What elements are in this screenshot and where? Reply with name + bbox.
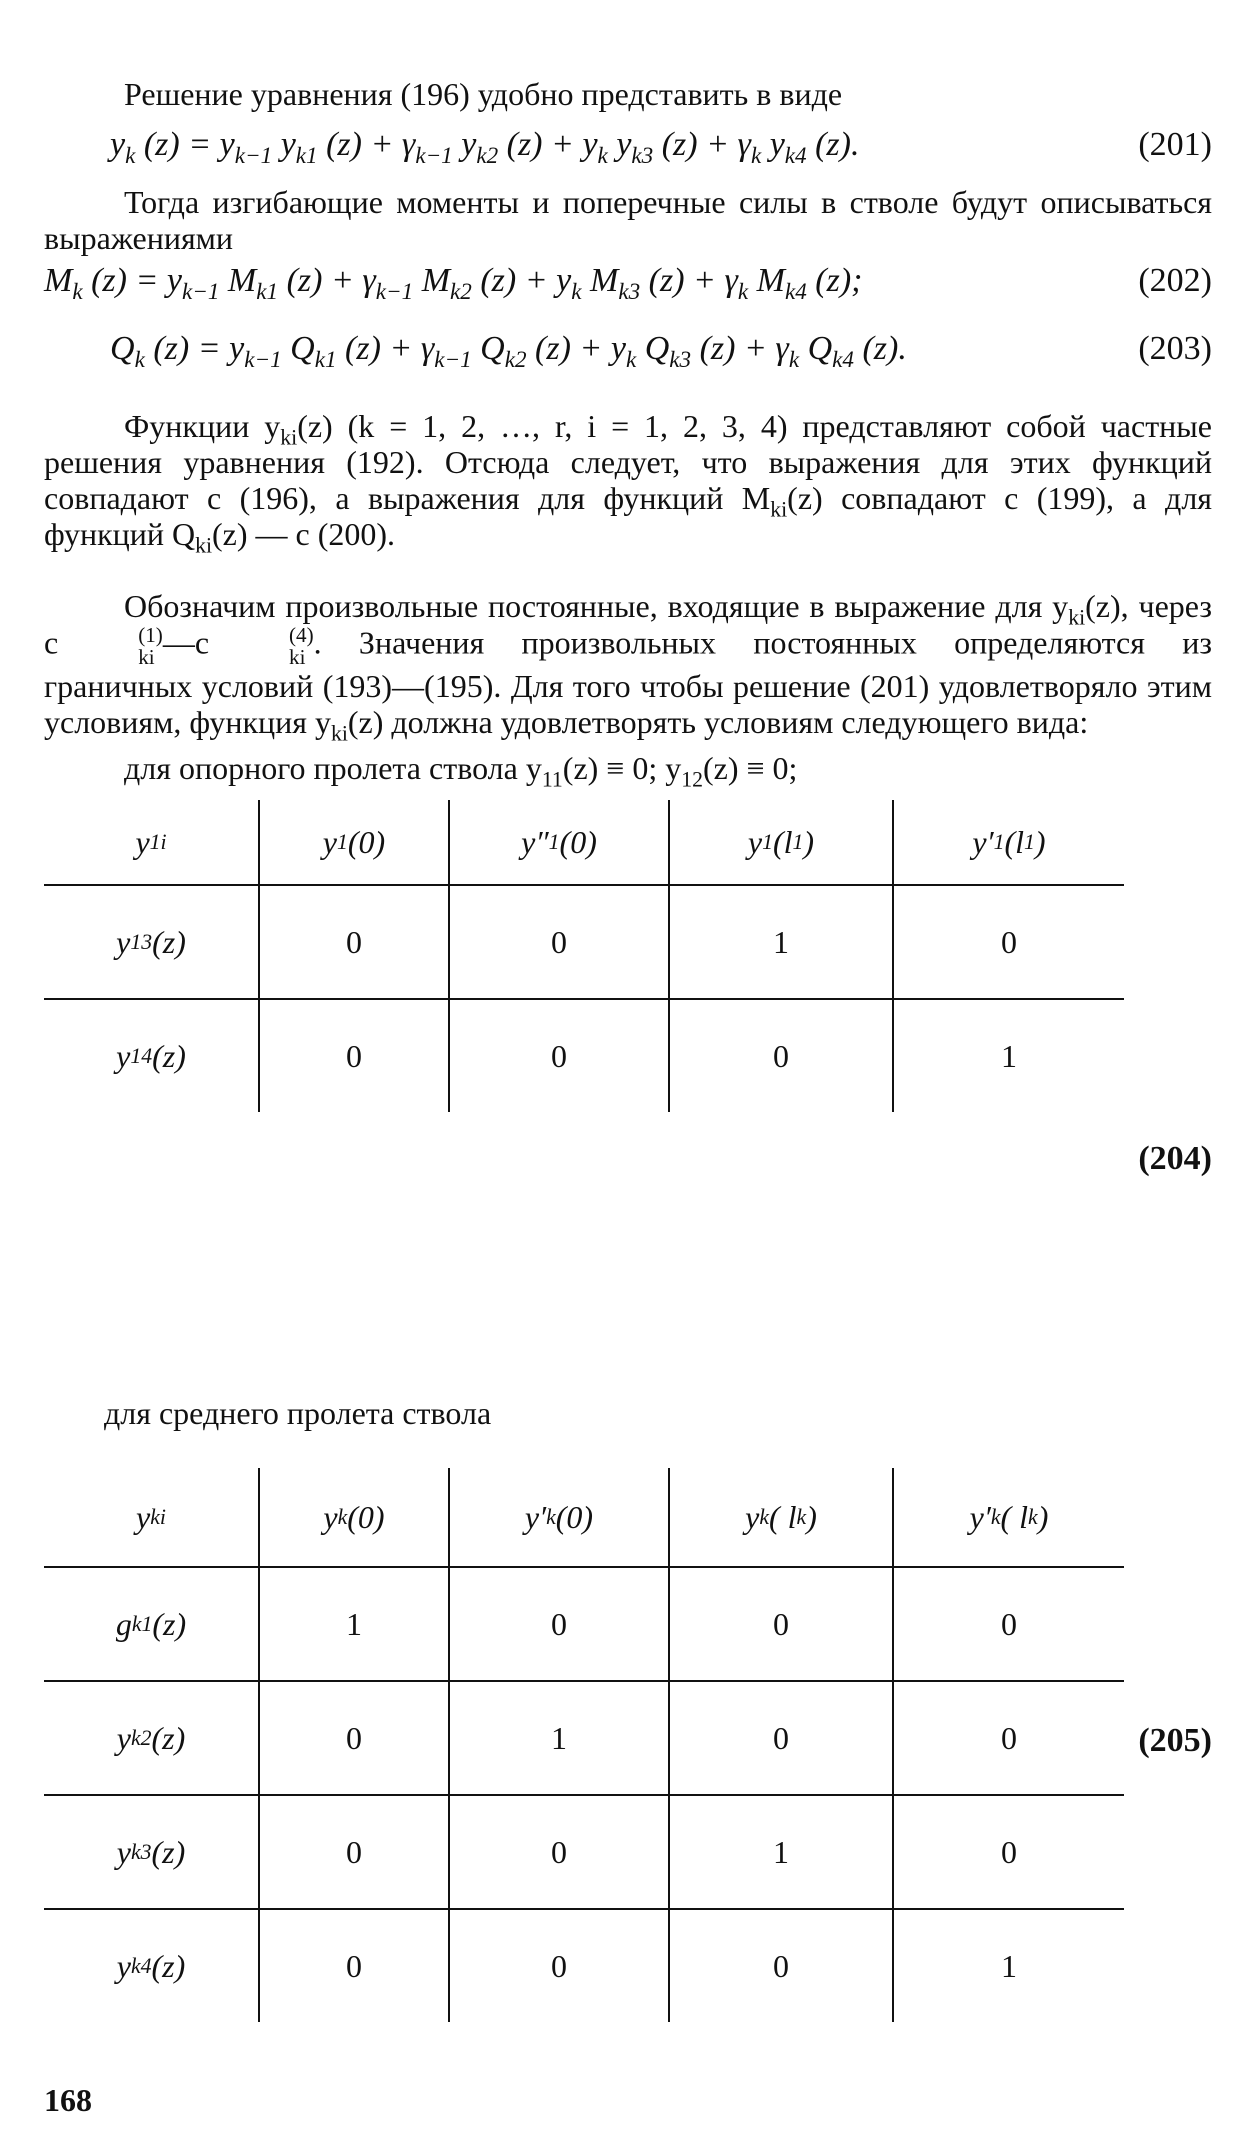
table-205-header-cell: y′ k ( l k ) xyxy=(892,1468,1124,1566)
table-204-cell: 0 xyxy=(448,886,668,998)
table-205-row-label: y k2 (z) xyxy=(116,1719,186,1756)
table-205-row-label: g k1 (z) xyxy=(115,1605,187,1642)
table-204-number: (204) xyxy=(1138,1140,1212,1177)
table-204-row-label: y 14 (z) xyxy=(116,1037,186,1074)
table-204-cell: 0 xyxy=(668,1000,892,1112)
table-204-cell: 1 xyxy=(668,886,892,998)
table-204-header-cell: y 1i xyxy=(135,823,167,860)
table-205-cell: 0 xyxy=(668,1682,892,1794)
table-204-cell: 0 xyxy=(892,886,1124,998)
table-205-cell: 0 xyxy=(668,1910,892,2022)
middle-span-line: для среднего пролета ствола xyxy=(104,1395,492,1431)
table-205-header-cell: y ki xyxy=(136,1498,166,1535)
table-205-row-label: y k3 (z) xyxy=(116,1833,186,1870)
page-number: 168 xyxy=(44,2082,92,2118)
table-205-cell: 0 xyxy=(448,1910,668,2022)
support-span-line: для опорного пролета ствола $y_{11}(z) \equiv 0$; $y_{12}(z) \equiv 0$; xyxy=(124,750,798,792)
equation-203-number: (203) xyxy=(1138,330,1212,367)
table-205-cell: 0 xyxy=(258,1796,448,1908)
equation-201-body: $y_k$ $(z) = y_{k-1}$ $y_{k1}$ $(z) + \gamma_{k-1}$ $y_{k2}$ $(z) + y_k$ $y_{k3}$ $(z) + \gamma_k$ $y_{k4}$ (z). xyxy=(110,126,860,169)
table-204-grid xyxy=(44,800,1124,1112)
table-205-cell: 0 xyxy=(258,1682,448,1794)
table-205-cell: 1 xyxy=(448,1682,668,1794)
table-205-cell: 0 xyxy=(892,1796,1124,1908)
table-205-cell: 1 xyxy=(258,1568,448,1680)
table-205-header-cell: y′ k (0) xyxy=(448,1468,668,1566)
table-205-cell: 0 xyxy=(448,1796,668,1908)
intro-text: Решение уравнения (196) удобно представить в виде xyxy=(124,76,843,112)
equation-201-number: (201) xyxy=(1138,126,1212,163)
table-204 xyxy=(44,800,1124,1112)
table-205-header-cell: y k (0) xyxy=(258,1468,448,1566)
table-205-cell: 0 xyxy=(258,1910,448,2022)
equation-202 xyxy=(0,262,1244,310)
table-204-header-cell: y′ 1 (l 1 ) xyxy=(892,800,1124,884)
functions-text: Функции $y_{ki}(z) (k = 1$, 2, …, r, i = 1, 2, 3, 4) представляют собой частные решения уравнения (192). Отсюда следует, что выражения для этих функций совпадают с (196), а выражения для функций $M_{ki}(z)$ совпадают с (199), а для функций $Q_{ki}(z)$ — с (200). xyxy=(44,408,1213,558)
table-205-cell: 0 xyxy=(668,1568,892,1680)
equation-202-number: (202) xyxy=(1138,262,1212,299)
table-204-cell: 0 xyxy=(258,886,448,998)
equation-202-body: $M_k$ $(z) = y_{k-1}$ $M_{k1}$ $(z) + \gamma_{k-1}$ $M_{k2}$ $(z) + y_k$ $M_{k3}$ $(z) + \gamma_k$ $M_{k4}$ (z); xyxy=(44,262,863,305)
table-205-cell: 0 xyxy=(892,1568,1124,1680)
equation-201 xyxy=(0,126,1244,174)
table-205-cell: 1 xyxy=(892,1910,1124,2022)
equation-203-body: $Q_k$ $(z) = y_{k-1}$ $Q_{k1}$ $(z) + \gamma_{k-1}$ $Q_{k2}$ $(z) + y_k$ $Q_{k3}$ $(z) + \gamma_k$ $Q_{k4}$ (z). xyxy=(110,330,907,373)
table-205-header-cell: y k ( l k ) xyxy=(668,1468,892,1566)
table-204-header-cell: y 1 (0) xyxy=(258,800,448,884)
table-204-row-label: y 13 (z) xyxy=(116,923,186,960)
table-205-cell: 1 xyxy=(668,1796,892,1908)
table-205 xyxy=(44,1468,1124,2022)
table-205-number: (205) xyxy=(1138,1722,1212,1759)
table-204-header-cell: y″ 1 (0) xyxy=(448,800,668,884)
table-205-cell: 0 xyxy=(448,1568,668,1680)
table-205-cell: 0 xyxy=(892,1682,1124,1794)
equation-203 xyxy=(0,330,1244,378)
table-204-cell: 1 xyxy=(892,1000,1124,1112)
table-204-cell: 0 xyxy=(448,1000,668,1112)
table-204-cell: 0 xyxy=(258,1000,448,1112)
table-205-row-label: y k4 (z) xyxy=(116,1947,186,1984)
table-205-grid xyxy=(44,1468,1124,2022)
moments-text: Тогда изгибающие моменты и поперечные силы в стволе будут описываться выражениями xyxy=(44,184,1212,256)
table-204-header-cell: y 1 (l 1 ) xyxy=(668,800,892,884)
constants-text: Обозначим произвольные постоянные, входящие в выражение для $y_{ki}(z)$, через c (1) ki —c (4) ki . Значения произвольных постоянных определяются из граничных условий (193)—(195). Для того чтобы решение (201) удовлетворяло этим условиям, функция $y_{ki}(z)$ должна удовлетворять условиям следующего вида: xyxy=(44,588,1213,746)
